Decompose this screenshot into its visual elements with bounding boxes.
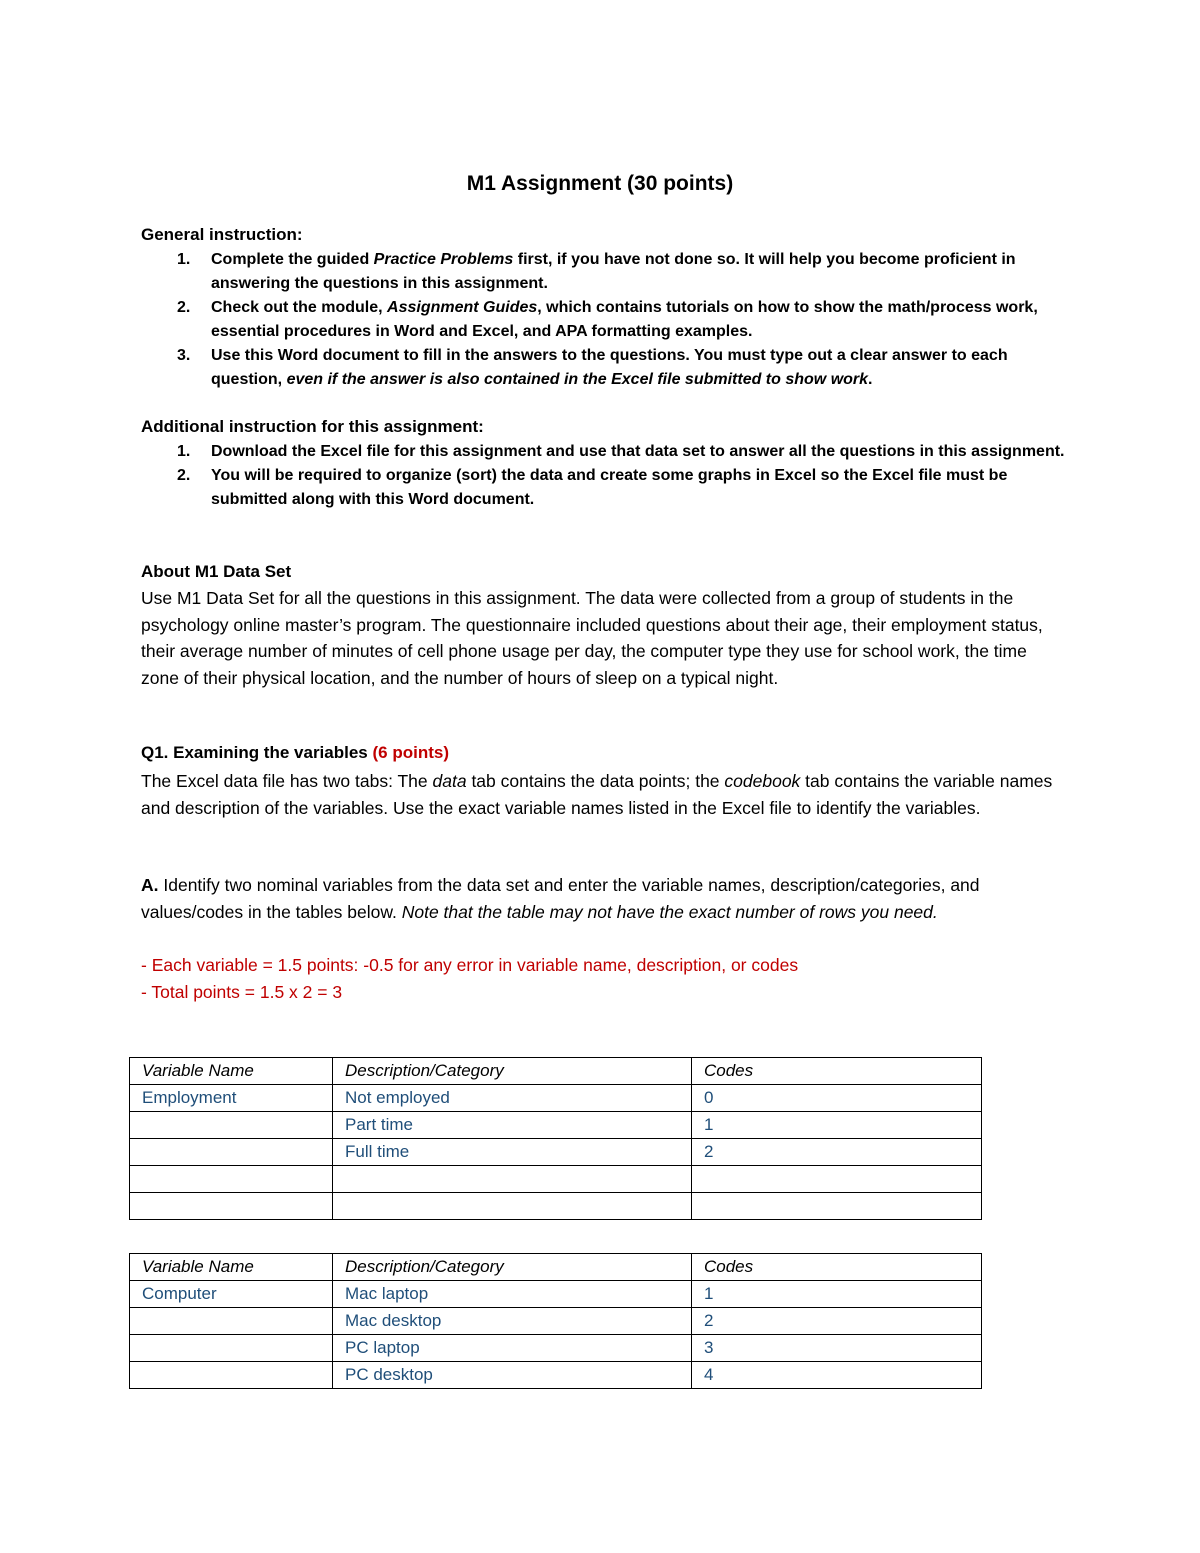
table-row bbox=[130, 1335, 982, 1362]
cell-variable-name[interactable] bbox=[130, 1112, 333, 1139]
cell-code[interactable]: 0 bbox=[692, 1085, 982, 1112]
cell-code[interactable]: 4 bbox=[692, 1362, 982, 1389]
cell-description[interactable] bbox=[333, 1193, 692, 1220]
page-title: M1 Assignment (30 points) bbox=[466, 172, 734, 195]
table-row bbox=[130, 1139, 982, 1166]
cell-description[interactable]: PC desktop bbox=[333, 1362, 692, 1389]
additional-instruction-list bbox=[141, 440, 1071, 512]
table-row bbox=[130, 1085, 982, 1112]
cell-code[interactable]: 3 bbox=[692, 1335, 982, 1362]
cell-description[interactable]: Part time bbox=[333, 1112, 692, 1139]
header-variable-name: Variable Name bbox=[130, 1254, 333, 1281]
cell-variable-name[interactable] bbox=[130, 1193, 333, 1220]
cell-variable-name[interactable]: Employment bbox=[130, 1085, 333, 1112]
employment-variable-table bbox=[129, 1057, 982, 1220]
table-row bbox=[130, 1193, 982, 1220]
cell-description[interactable]: Full time bbox=[333, 1139, 692, 1166]
cell-code[interactable]: 1 bbox=[692, 1281, 982, 1308]
cell-variable-name[interactable] bbox=[130, 1362, 333, 1389]
cell-code[interactable]: 2 bbox=[692, 1308, 982, 1335]
q1-points: (6 points) bbox=[372, 743, 449, 762]
header-variable-name: Variable Name bbox=[130, 1058, 333, 1085]
cell-description[interactable]: PC laptop bbox=[333, 1335, 692, 1362]
table-header-row bbox=[130, 1254, 982, 1281]
cell-description[interactable]: Mac laptop bbox=[333, 1281, 692, 1308]
additional-instruction-heading: Additional instruction for this assignment: bbox=[141, 417, 484, 436]
cell-variable-name[interactable] bbox=[130, 1308, 333, 1335]
list-item: 2. You will be required to organize (sort) the data and create some graphs in Excel so the Excel file must be submitted along with this Word document. bbox=[177, 467, 1008, 508]
table-header-row bbox=[130, 1058, 982, 1085]
part-a-paragraph: A. Identify two nominal variables from the data set and enter the variable names, description/categories, and values/codes in the tables below. Note that the table may not have the exact number of rows you need. bbox=[141, 875, 980, 922]
cell-code[interactable] bbox=[692, 1193, 982, 1220]
list-item: 1. Complete the guided Practice Problems first, if you have not done so. It will help you become proficient in answering the questions in this assignment. bbox=[177, 251, 1016, 292]
q1-heading: Q1. Examining the variables (6 points) bbox=[141, 743, 449, 762]
table-row bbox=[130, 1308, 982, 1335]
cell-variable-name[interactable] bbox=[130, 1335, 333, 1362]
cell-variable-name[interactable] bbox=[130, 1166, 333, 1193]
about-paragraph: Use M1 Data Set for all the questions in this assignment. The data were collected from a group of students in the psychology online master’s program. The questionnaire included questions about their age, their employment status, their average number of minutes of cell phone usage per day, the computer type they use for school work, the time zone of their physical location, and the number of hours of sleep on a typical night. bbox=[141, 588, 1043, 688]
cell-code[interactable]: 2 bbox=[692, 1139, 982, 1166]
table-row bbox=[130, 1112, 982, 1139]
cell-description[interactable]: Mac desktop bbox=[333, 1308, 692, 1335]
cell-variable-name[interactable] bbox=[130, 1139, 333, 1166]
cell-description[interactable]: Not employed bbox=[333, 1085, 692, 1112]
list-item: 2. Check out the module, Assignment Guides, which contains tutorials on how to show the math/process work, essential procedures in Word and Excel, and APA formatting examples. bbox=[177, 299, 1038, 340]
header-description: Description/Category bbox=[333, 1058, 692, 1085]
table-row bbox=[130, 1166, 982, 1193]
list-item: 1. Download the Excel file for this assignment and use that data set to answer all the questions in this assignment. bbox=[177, 443, 1065, 460]
general-instruction-heading: General instruction: bbox=[141, 225, 303, 244]
header-codes: Codes bbox=[692, 1058, 982, 1085]
table-row bbox=[130, 1362, 982, 1389]
cell-description[interactable] bbox=[333, 1166, 692, 1193]
part-a-rubric-each: - Each variable = 1.5 points: -0.5 for any error in variable name, description, or codes bbox=[141, 955, 799, 975]
part-a-rubric-total: - Total points = 1.5 x 2 = 3 bbox=[141, 982, 343, 1002]
cell-code[interactable]: 1 bbox=[692, 1112, 982, 1139]
header-codes: Codes bbox=[692, 1254, 982, 1281]
cell-code[interactable] bbox=[692, 1166, 982, 1193]
q1-paragraph: The Excel data file has two tabs: The data tab contains the data points; the codebook tab contains the variable names and description of the variables. Use the exact variable names listed in the Excel file to identify the variables. bbox=[141, 771, 1053, 818]
computer-variable-table bbox=[129, 1253, 982, 1389]
list-item: 3. Use this Word document to fill in the answers to the questions. You must type out a clear answer to each question, even if the answer is also contained in the Excel file submitted to show work. bbox=[177, 347, 1008, 388]
general-instruction-list bbox=[141, 248, 1071, 392]
cell-variable-name[interactable]: Computer bbox=[130, 1281, 333, 1308]
header-description: Description/Category bbox=[333, 1254, 692, 1281]
about-heading: About M1 Data Set bbox=[141, 562, 292, 581]
table-row bbox=[130, 1281, 982, 1308]
